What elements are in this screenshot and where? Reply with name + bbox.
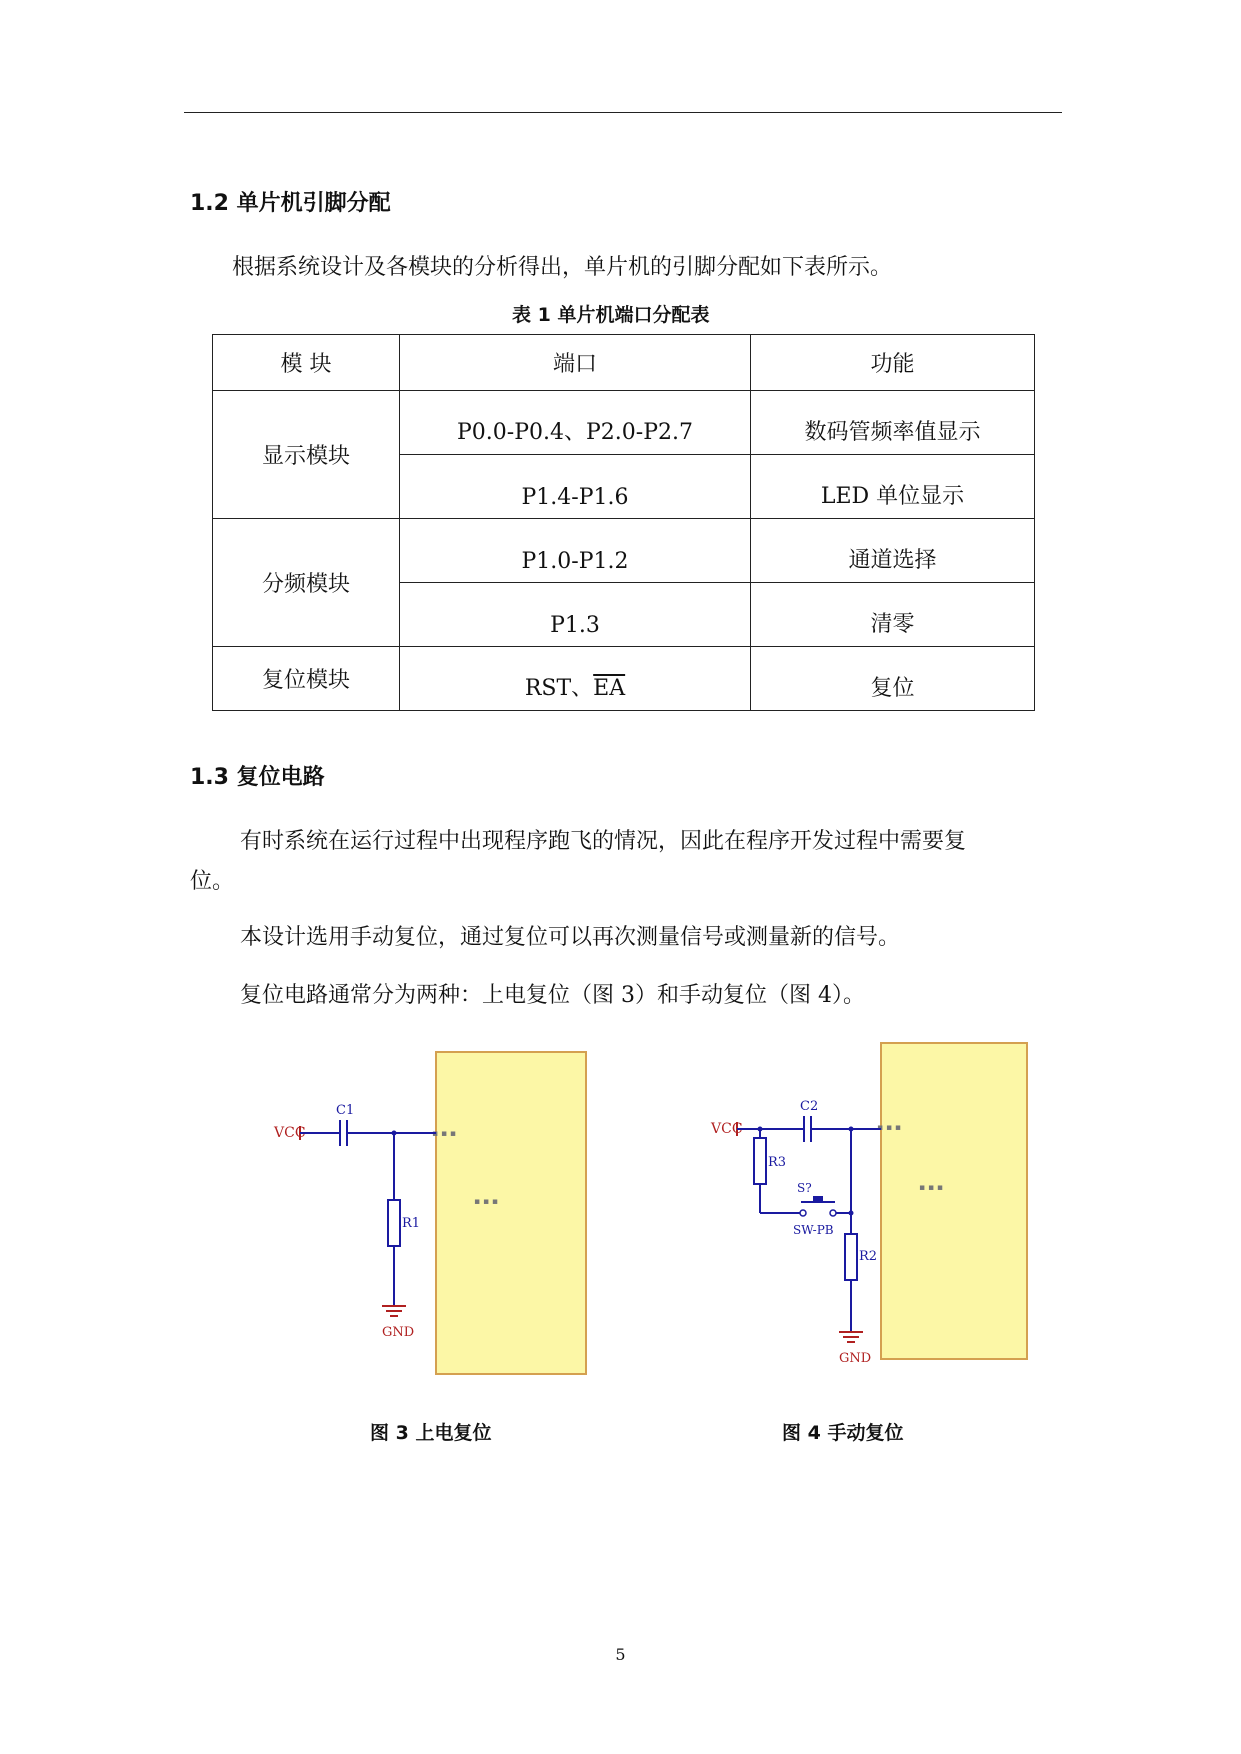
header-rule (184, 112, 1062, 113)
pin-assignment-table (212, 334, 1035, 711)
port-prefix: RST、 (524, 676, 594, 701)
capacitor-label: C1 (336, 1103, 355, 1118)
port-ea-overline: $\overline{EA}$ (593, 676, 626, 701)
port-cell: P1.4-P1.6 (400, 455, 751, 519)
port-cell: P0.0-P0.4、P2.0-P2.7 (400, 391, 751, 455)
resistor (388, 1200, 400, 1246)
module-cell: 分频模块 (213, 519, 400, 647)
function-cell: 复位 (751, 647, 1035, 711)
port-cell: P1.0-P1.2 (400, 519, 751, 583)
header-port: 端口 (400, 335, 751, 391)
port-cell: P1.3 (400, 583, 751, 647)
mcu-block (881, 1043, 1027, 1359)
module-cell: 显示模块 (213, 391, 400, 519)
switch-button (813, 1196, 823, 1202)
switch-contact (800, 1210, 806, 1216)
section-1-3-paragraph-1-cont: 位。 (190, 869, 235, 894)
figure-3-caption: 图 3 上电复位 (370, 1422, 492, 1444)
table-row (213, 647, 1035, 711)
ground-label: GND (839, 1351, 872, 1366)
module-cell: 复位模块 (213, 647, 400, 711)
ground-label: GND (382, 1325, 415, 1340)
resistor-label: R1 (402, 1216, 421, 1231)
table-header-row (213, 335, 1035, 391)
header-function: 功能 (751, 335, 1035, 391)
port-cell (400, 647, 751, 711)
function-cell: 通道选择 (751, 519, 1035, 583)
mcu-center-dots: ▪ ▪ ▪ (474, 1197, 499, 1207)
mcu-pin-dots: ▪ ▪ ▪ (877, 1123, 902, 1133)
resistor (845, 1234, 857, 1280)
function-cell: LED 单位显示 (751, 455, 1035, 519)
switch-label: S? (797, 1181, 812, 1195)
mcu-pin-dots: ▪ ▪ ▪ (432, 1129, 457, 1139)
mcu-block (436, 1052, 586, 1374)
switch-contact (830, 1210, 836, 1216)
table-caption: 表 1 单片机端口分配表 (512, 304, 710, 326)
section-1-3-paragraph-3: 复位电路通常分为两种：上电复位（图 3）和手动复位（图 4）。 (240, 983, 865, 1008)
function-cell: 清零 (751, 583, 1035, 647)
figure-4-caption: 图 4 手动复位 (782, 1422, 904, 1444)
header-module: 模 块 (213, 335, 400, 391)
figure-4-manual-reset (705, 1040, 1045, 1380)
table-row (213, 519, 1035, 583)
section-1-3-paragraph-2: 本设计选用手动复位，通过复位可以再次测量信号或测量新的信号。 (240, 925, 901, 950)
figure-3-power-on-reset (260, 1040, 600, 1380)
vcc-label: VCC (274, 1125, 306, 1141)
function-cell: 数码管频率值显示 (751, 391, 1035, 455)
section-heading-1-3: 1.3 复位电路 (190, 765, 325, 790)
resistor-top-label: R3 (768, 1155, 787, 1170)
mcu-center-dots: ▪ ▪ ▪ (919, 1183, 944, 1193)
section-heading-1-2: 1.2 单片机引脚分配 (190, 191, 391, 216)
switch-type-label: SW-PB (793, 1223, 834, 1237)
capacitor-label: C2 (800, 1099, 819, 1114)
page-number: 5 (615, 1645, 626, 1664)
resistor (754, 1138, 766, 1184)
table-row (213, 391, 1035, 455)
section-1-2-intro: 根据系统设计及各模块的分析得出，单片机的引脚分配如下表所示。 (232, 255, 893, 280)
vcc-label: VCC (711, 1121, 743, 1137)
section-1-3-paragraph-1: 有时系统在运行过程中出现程序跑飞的情况，因此在程序开发过程中需要复 (240, 829, 967, 854)
resistor-bottom-label: R2 (859, 1249, 878, 1264)
